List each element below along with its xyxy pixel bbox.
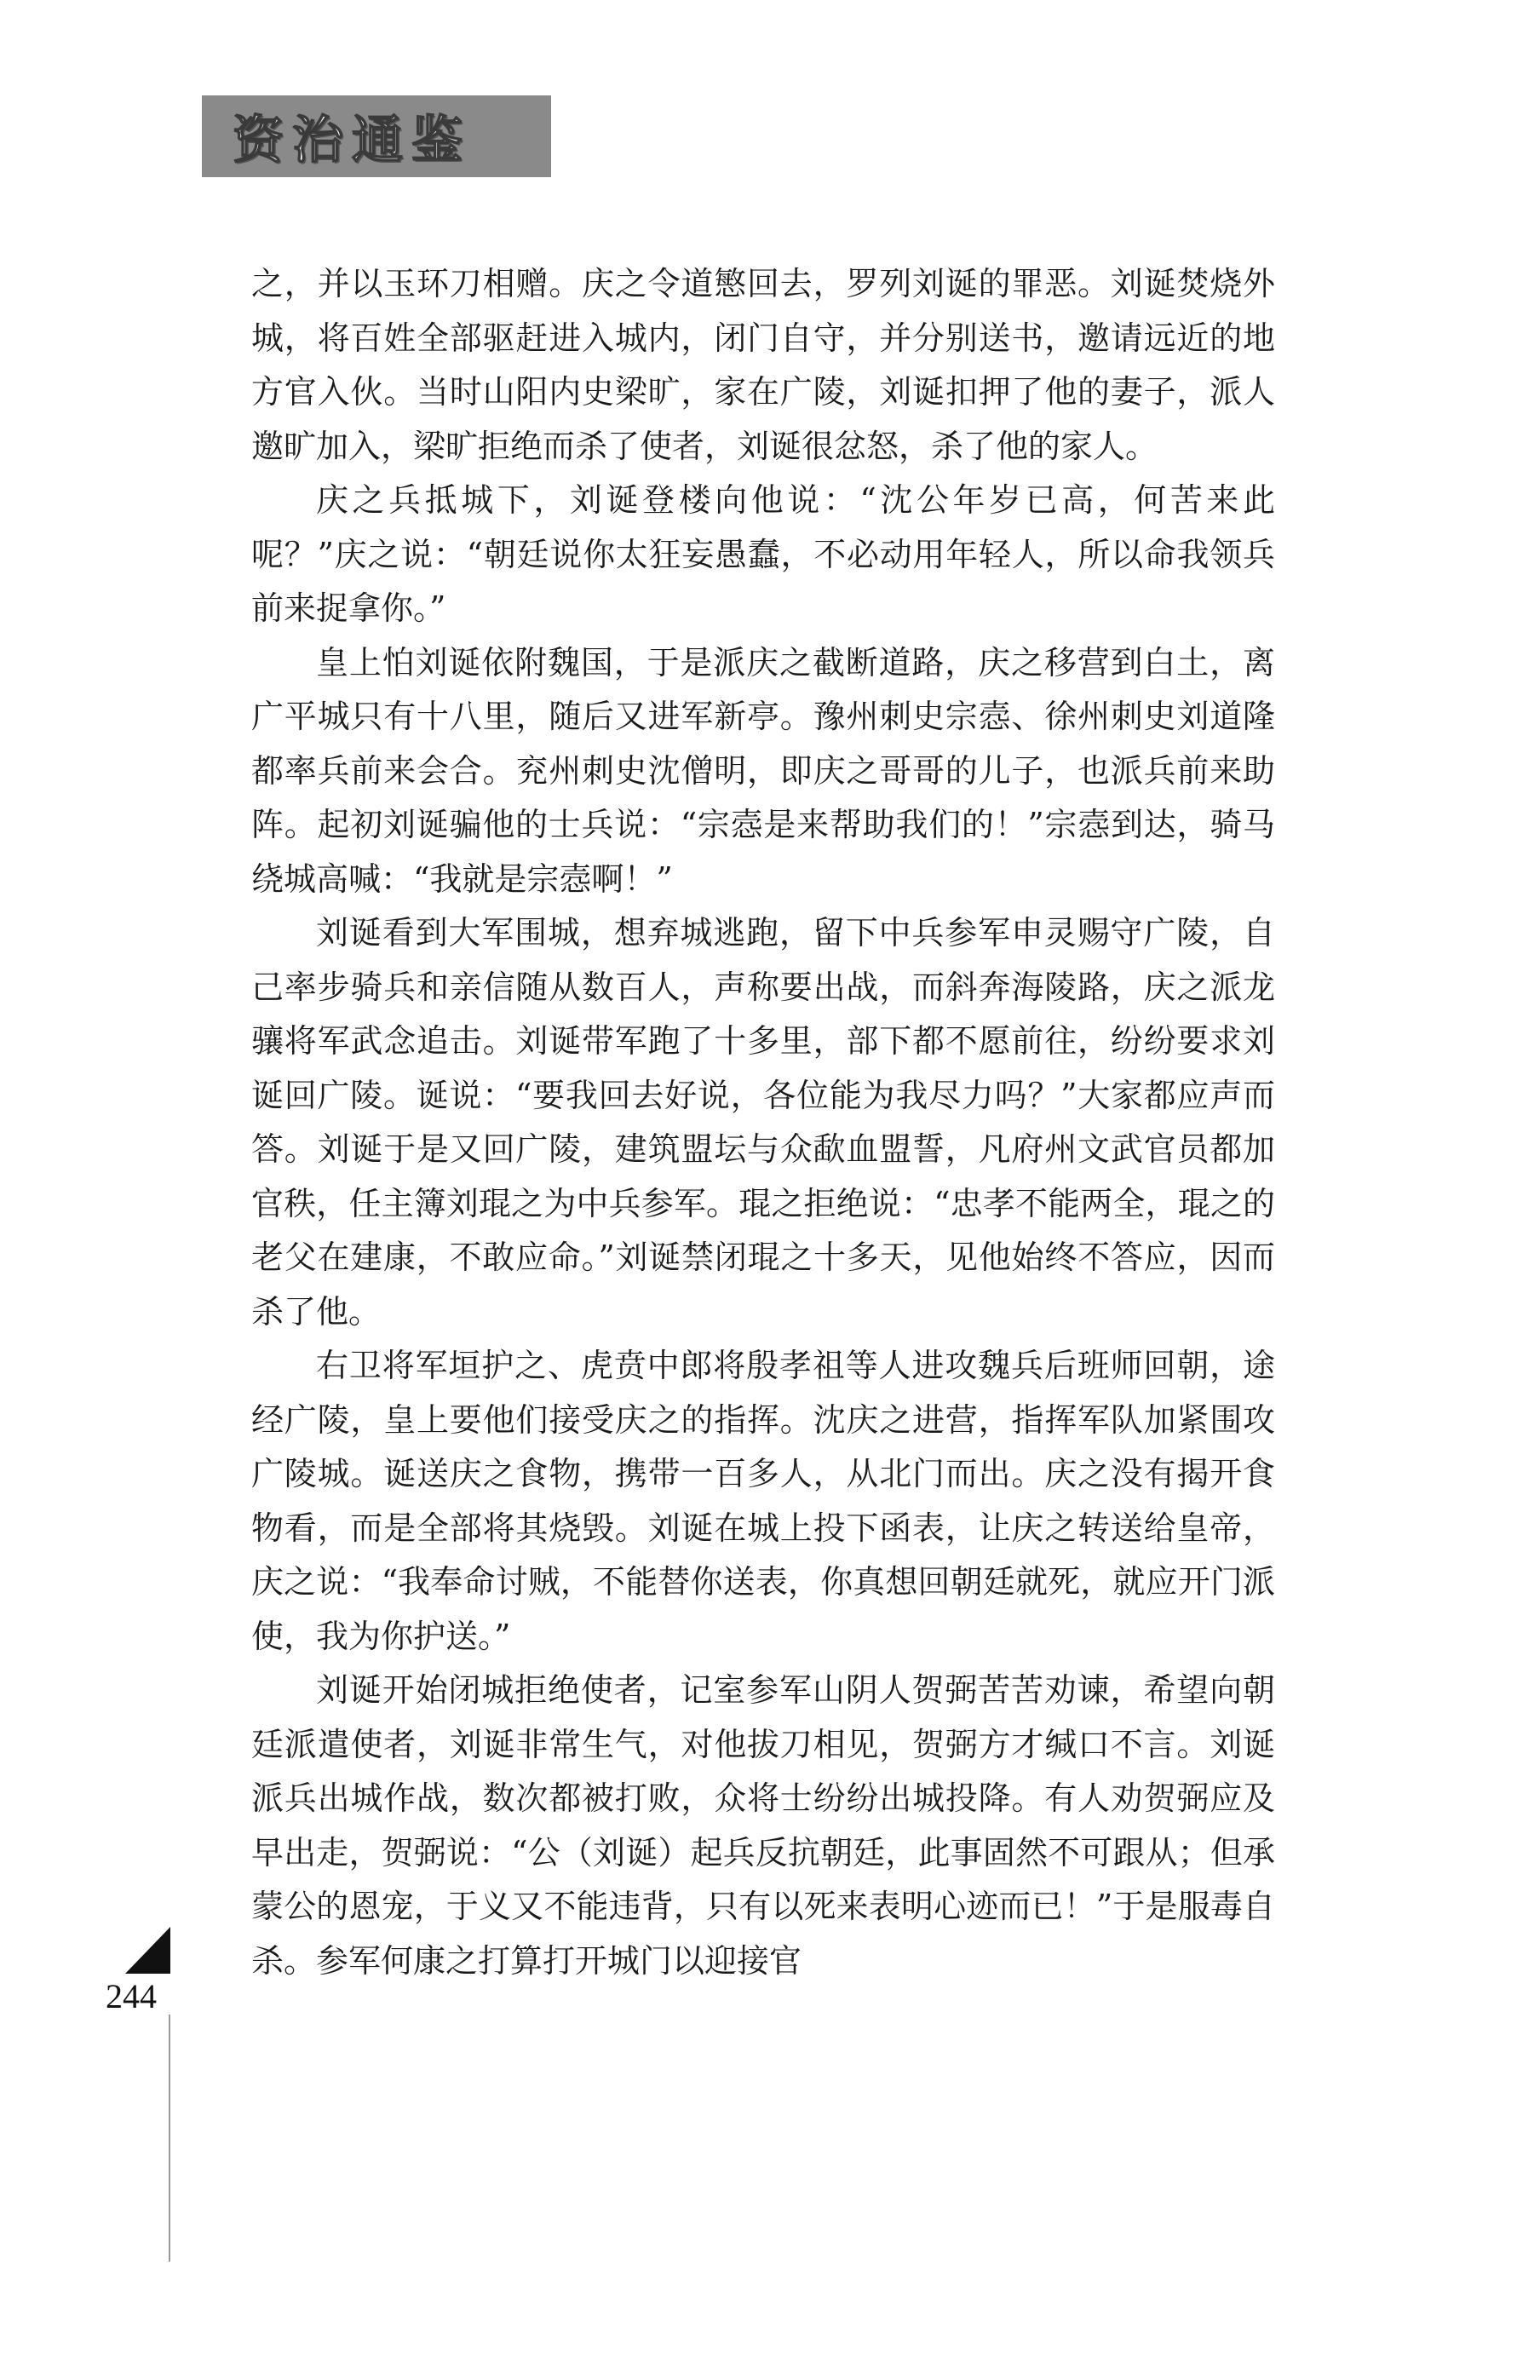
page-number: 244	[106, 1977, 157, 2015]
book-title: 资治通鉴	[233, 111, 471, 170]
main-text	[251, 257, 1275, 1988]
paragraph: 皇上怕刘诞依附魏国，于是派庆之截断道路，庆之移营到白土，离广平城只有十八里，随后又进军新亭。豫州刺史宗悫、徐州刺史刘道隆都率兵前来会合。兖州刺史沈僧明，即庆之哥哥的儿子，也派兵前来助阵。起初刘诞骗他的士兵说：“宗悫是来帮助我们的！”宗悫到达，骑马绕城高喊：“我就是宗悫啊！”	[251, 643, 1275, 898]
page-margin-rule	[169, 2015, 170, 2262]
paragraph: 刘诞看到大军围城，想弃城逃跑，留下中兵参军申灵赐守广陵，自己率步骑兵和亲信随从数百人，声称要出战，而斜奔海陵路，庆之派龙骧将军武念追击。刘诞带军跑了十多里，部下都不愿前往，纷纷要求刘诞回广陵。诞说：“要我回去好说，各位能为我尽力吗？”大家都应声而答。刘诞于是又回广陵，建筑盟坛与众歃血盟誓，凡府州文武官员都加官秩，任主簿刘琨之为中兵参军。琨之拒绝说：“忠孝不能两全，琨之的老父在建康，不敢应命。”刘诞禁闭琨之十多天，见他始终不答应，因而杀了他。	[251, 914, 1275, 1331]
paragraph: 之，并以玉环刀相赠。庆之令道慜回去，罗列刘诞的罪恶。刘诞焚烧外城，将百姓全部驱赶进入城内，闭门自守，并分别送书，邀请远近的地方官入伙。当时山阳内史梁旷，家在广陵，刘诞扣押了他的妻子，派人邀旷加入，梁旷拒绝而杀了使者，刘诞很忿怒，杀了他的家人。	[251, 265, 1275, 465]
page-corner-triangle	[125, 1927, 170, 1974]
paragraph: 庆之兵抵城下，刘诞登楼向他说：“沈公年岁已高，何苦来此呢？”庆之说：“朝廷说你太狂妄愚蠢，不必动用年轻人，所以命我领兵前来捉拿你。”	[251, 481, 1275, 627]
paragraph: 右卫将军垣护之、虎贲中郎将殷孝祖等人进攻魏兵后班师回朝，途经广陵，皇上要他们接受庆之的指挥。沈庆之进营，指挥军队加紧围攻广陵城。诞送庆之食物，携带一百多人，从北门而出。庆之没有揭开食物看，而是全部将其烧毁。刘诞在城上投下函表，让庆之转送给皇帝，庆之说：“我奉命讨贼，不能替你送表，你真想回朝廷就死，就应开门派使，我为你护送。”	[251, 1347, 1275, 1655]
paragraph: 刘诞开始闭城拒绝使者，记室参军山阴人贺弼苦苦劝谏，希望向朝廷派遣使者，刘诞非常生气，对他拔刀相见，贺弼方才缄口不言。刘诞派兵出城作战，数次都被打败，众将士纷纷出城投降。有人劝贺弼应及早出走，贺弼说：“公（刘诞）起兵反抗朝廷，此事固然不可跟从；但承蒙公的恩宠，于义又不能违背，只有以死来表明心迹而已！”于是服毒自杀。参军何康之打算打开城门以迎接官	[251, 1671, 1275, 1980]
book-title-banner	[202, 95, 551, 177]
